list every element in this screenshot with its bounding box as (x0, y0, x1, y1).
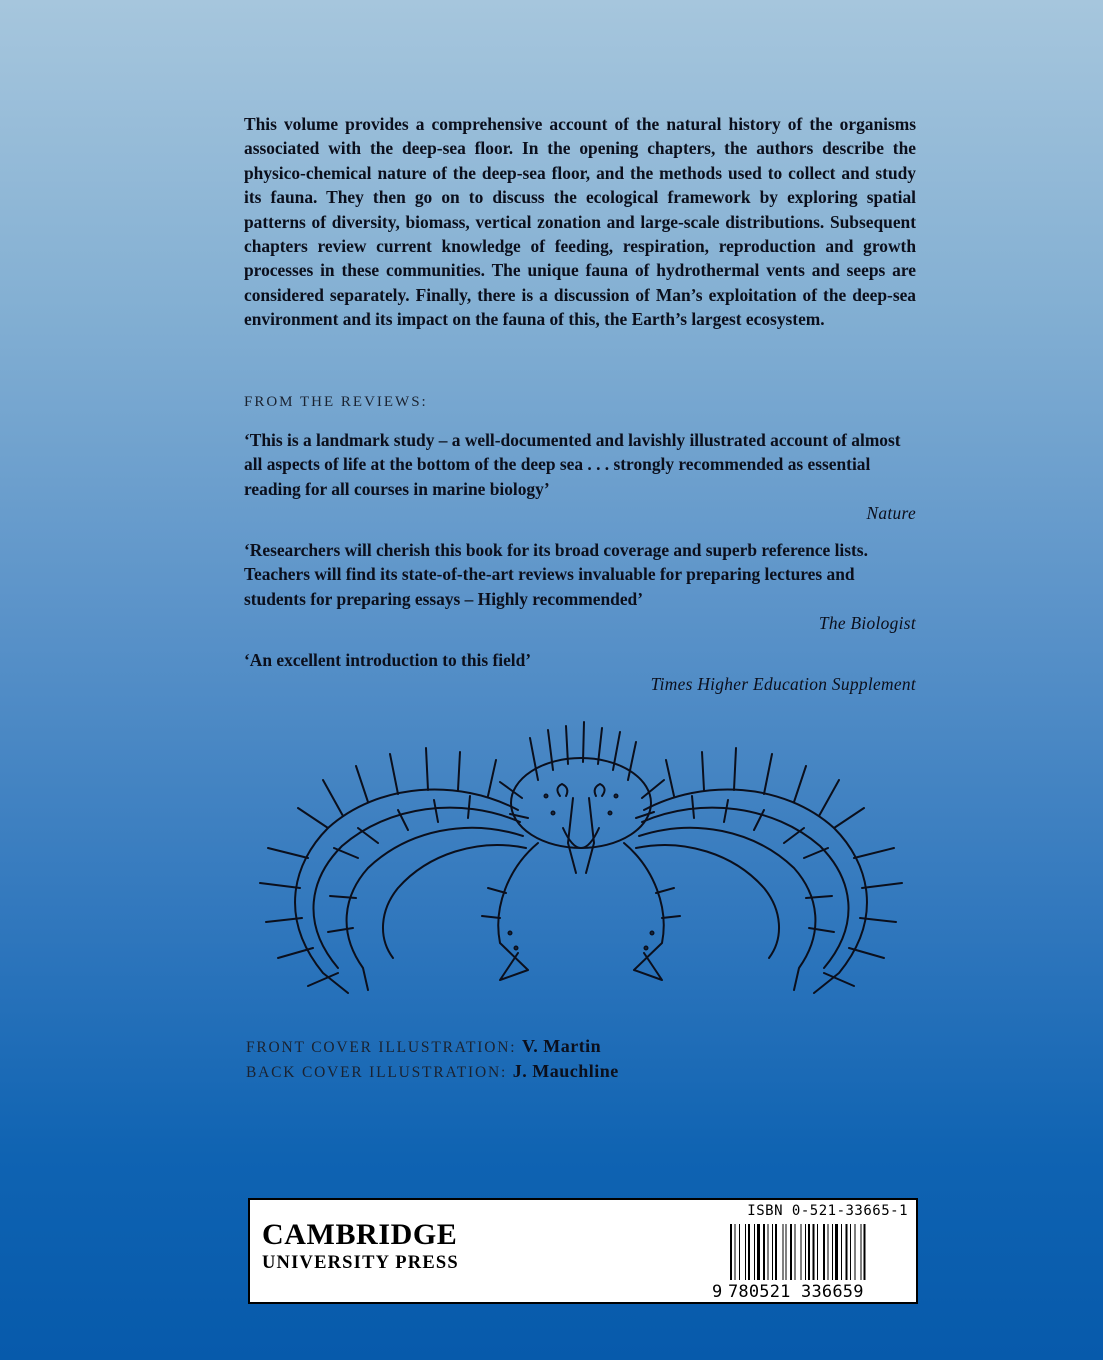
barcode-bar (850, 1224, 851, 1280)
barcode-bar (754, 1224, 755, 1280)
spiny-crab-illustration (238, 718, 928, 1008)
barcode-bar (864, 1224, 866, 1280)
review-source: The Biologist (818, 613, 916, 634)
barcode-bar (795, 1224, 796, 1280)
barcode-bar (748, 1224, 750, 1280)
barcode-bar (783, 1224, 784, 1280)
back-cover-credit-label: BACK COVER ILLUSTRATION: (246, 1064, 508, 1081)
reviews-heading: FROM THE REVIEWS: (244, 394, 428, 410)
crab-claws (482, 843, 680, 980)
barcode-bar (808, 1224, 810, 1280)
back-cover-credit-name: J. Mauchline (512, 1061, 619, 1081)
crab-carapace (500, 722, 664, 873)
publisher-name-line2: UNIVERSITY PRESS (262, 1253, 459, 1273)
barcode-bar (730, 1224, 732, 1280)
front-cover-credit-name: V. Martin (522, 1036, 602, 1056)
crab-right-legs (636, 748, 902, 993)
barcode-bar (813, 1224, 815, 1280)
barcode-bar (772, 1224, 773, 1280)
barcode-bar (841, 1224, 842, 1280)
barcode-bar (861, 1224, 862, 1280)
front-cover-credit-label: FRONT COVER ILLUSTRATION: (246, 1039, 517, 1056)
review-quote-text: ‘Researchers will cherish this book for its broad coverage and superb reference lists. Teachers will find its state-of-the-art reviews invaluable for preparing lectures and students for preparing essays – Highly recommended’ (244, 540, 868, 609)
barcode-bar (763, 1224, 765, 1280)
barcode-bar (846, 1224, 848, 1280)
publisher-logo (262, 1220, 459, 1273)
barcode-bar (739, 1224, 740, 1280)
review-quote-text: ‘An excellent introduction to this field’ (244, 650, 532, 670)
barcode-bar (757, 1224, 760, 1280)
review-quote-text: ‘This is a landmark study – a well-documented and lavishly illustrated account of almost all aspects of life at the bottom of the deep sea . . . strongly recommended as essential reading for all courses in marine biology’ (244, 430, 901, 499)
barcode-bar (775, 1224, 777, 1280)
barcode-bar (801, 1224, 802, 1280)
barcode-bar (835, 1224, 838, 1280)
barcode-bar (832, 1224, 833, 1280)
review-source: Times Higher Education Supplement (650, 674, 916, 695)
review-quote (244, 648, 916, 696)
barcode-bar (817, 1224, 818, 1280)
publisher-name-line1: CAMBRIDGE (262, 1218, 458, 1251)
barcode-bar (735, 1224, 736, 1280)
barcode-bar (855, 1224, 856, 1280)
crab-left-legs (260, 748, 526, 993)
barcode-bar (805, 1224, 806, 1280)
barcode-digits (712, 1282, 912, 1302)
isbn-label: ISBN 0-521-33665-1 (747, 1203, 908, 1219)
back-cover-credit (246, 1061, 619, 1082)
review-quote (244, 538, 916, 635)
review-source: Nature (866, 503, 916, 524)
barcode-bar (768, 1224, 769, 1280)
review-quote (244, 428, 916, 525)
barcode-bar (790, 1224, 792, 1280)
front-cover-credit (246, 1036, 601, 1057)
barcode-bar (745, 1224, 746, 1280)
isbn-barcode (730, 1224, 908, 1280)
barcode-digit-groups: 780521 336659 (728, 1282, 864, 1302)
publisher-box (248, 1198, 918, 1304)
barcode-lead-digit: 9 (712, 1282, 723, 1302)
back-cover-blurb: This volume provides a comprehensive account of the natural history of the organisms associated with the deep-sea floor. In the opening chapters, the authors describe the physico-chemical nature of the deep-sea floor, and the methods used to collect and study its fauna. They then go on to discuss the ecological framework by exploring spatial patterns of diversity, biomass, vertical zonation and large-scale distributions. Subsequent chapters review current knowledge of feeding, respiration, reproduction and growth processes in these communities. The unique fauna of hydrothermal vents and seeps are considered separately. Finally, there is a discussion of Man’s exploitation of the deep-sea environment and its impact on the fauna of this, the Earth’s largest ecosystem. (244, 114, 916, 330)
barcode-bar (823, 1224, 825, 1280)
barcode-bar (828, 1224, 829, 1280)
barcode-bar (786, 1224, 787, 1280)
